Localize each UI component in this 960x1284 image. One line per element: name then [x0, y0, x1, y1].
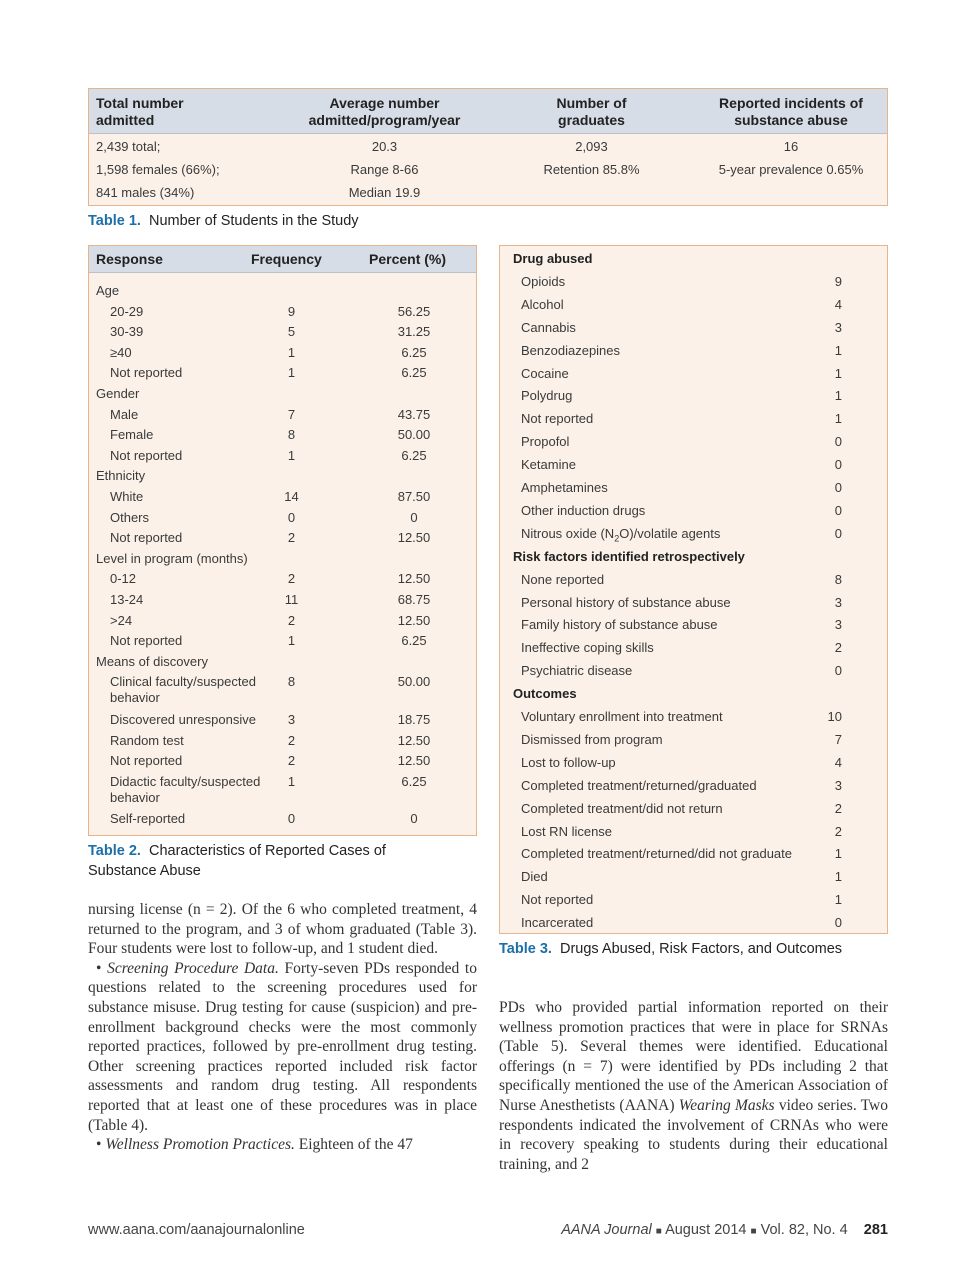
t2-row-frequency: 14	[284, 489, 299, 504]
t3-row-label-text: None reported	[521, 571, 605, 587]
t2-row-percent: 0	[410, 811, 418, 827]
wearing-masks-title: Wearing Masks	[678, 1096, 775, 1114]
table-2-row	[89, 406, 476, 424]
table-3-row	[500, 593, 887, 613]
t3-row-label-text: Nitrous oxide (N	[521, 525, 615, 541]
t2-row-label: Gender	[96, 386, 140, 401]
t3-row-label	[521, 295, 564, 315]
t3-row-value: 0	[834, 434, 842, 450]
t2-row-label: Not reported	[110, 633, 183, 649]
t3-row-label	[521, 753, 616, 773]
t3-row-label-text: Benzodiazepines	[521, 342, 621, 358]
t3-row-label-subscript: 2	[614, 533, 620, 544]
t3-row-label	[521, 318, 576, 338]
table-3-row	[500, 890, 887, 910]
t3-section-label: Risk factors identified retrospectively	[513, 548, 745, 564]
t3-row-value: 1	[834, 411, 842, 427]
t3-row-label	[521, 409, 593, 429]
table-3-section-header	[500, 547, 887, 567]
table-3-row	[500, 661, 887, 681]
table-3-row	[500, 364, 887, 384]
right-column-text	[499, 998, 888, 1174]
t3-row-label-text: Propofol	[521, 434, 570, 450]
table-3-row	[500, 501, 887, 521]
t2-row-frequency: 11	[284, 592, 299, 607]
table-2-row	[89, 488, 476, 506]
table-3-row	[500, 615, 887, 635]
t3-row-label-text: Psychiatric disease	[521, 663, 633, 679]
t3-row-label	[521, 341, 620, 361]
screening-text: Forty-seven PDs responded to questions related to the screening procedures used for substance misuse. Drug testing for cause (suspicion) and pre-enrollment background checks were the most commonly reported practices, followed by pre-enrollment drug testing. Other screening practices reported included risk factor assessments and random drug testing. All respondents reported that at least one of these procedures was in place (Table 4).	[88, 959, 477, 1134]
t3-row-label-tail: O)/volatile agents	[619, 525, 721, 541]
table-3-row	[500, 844, 887, 864]
t2-row-percent: 12.50	[397, 732, 431, 748]
t3-row-label-text: Voluntary enrollment into treatment	[521, 709, 723, 724]
table-2-caption	[88, 841, 477, 881]
table-2-row	[89, 570, 476, 588]
t2-row-frequency: 8	[287, 674, 296, 690]
t3-row-value: 0	[834, 663, 842, 679]
table-3-row	[500, 730, 887, 750]
t2-row-label: Clinical faculty/suspected	[110, 674, 256, 690]
t2-row-label: Self-reported	[110, 811, 186, 827]
footer-issue-date: August 2014	[665, 1222, 747, 1238]
table-2-row	[89, 447, 476, 465]
t3-row-label	[521, 730, 663, 750]
table-3-row	[500, 295, 887, 315]
t3-row-value: 7	[834, 731, 842, 747]
t3-row-label	[521, 867, 548, 887]
right-text-2: video series. Two respondents indicated the involvement of CRNAs who were in recovery speaking to students during their educational training, and 2	[499, 1096, 888, 1173]
table-2-row	[89, 344, 476, 362]
left-column-text	[88, 900, 477, 1155]
t3-row-label	[521, 707, 723, 727]
t3-row-label-text: Dismissed from program	[521, 731, 663, 747]
t2-row-frequency: 2	[287, 753, 296, 769]
t3-row-value: 10	[827, 709, 842, 724]
table-1-caption	[88, 211, 359, 231]
t3-row-label-text: Polydrug	[521, 388, 573, 404]
table-2-row	[89, 509, 476, 527]
t2-row-label: Not reported	[110, 753, 183, 769]
t3-row-value: 9	[834, 273, 842, 289]
t1-cell: 1,598 females (66%);	[96, 162, 220, 177]
t3-row-label-text: Cocaine	[521, 365, 569, 381]
table-2-header	[89, 246, 476, 273]
t3-row-label-text: Amphetamines	[521, 480, 608, 495]
table-2-row	[89, 426, 476, 444]
t2-row-percent: 12.50	[397, 612, 431, 628]
t3-row-label	[521, 638, 654, 658]
table-3-row	[500, 867, 887, 887]
t2-row-label: Random test	[110, 732, 184, 748]
t2-row-frequency: 2	[287, 571, 296, 587]
t2-row-label: Didactic faculty/suspected	[110, 773, 261, 789]
t1-header-col4: Reported incidents of substance abuse	[719, 95, 863, 128]
table-1-header	[89, 89, 887, 134]
t1-cell: Retention 85.8%	[543, 162, 640, 177]
footer-separator-icon: ■	[750, 1226, 757, 1237]
t2-row-frequency: 1	[287, 344, 296, 360]
t3-row-value: 0	[834, 915, 842, 931]
t2-row-frequency: 8	[287, 427, 296, 443]
t3-row-label-text: Ketamine	[521, 457, 576, 473]
table-3-row	[500, 409, 887, 429]
t2-row-percent: 6.25	[401, 773, 427, 789]
t3-row-label	[521, 890, 593, 910]
table-1-caption-label: Table 1.	[88, 213, 141, 229]
t2-header-frequency: Frequency	[251, 251, 322, 267]
t3-row-label-text: Other induction drugs	[521, 502, 646, 518]
t2-row-frequency: 0	[287, 509, 296, 525]
table-1-caption-text: Number of Students in the Study	[148, 213, 359, 229]
t3-section-label: Drug abused	[513, 251, 593, 266]
right-paragraph-1	[499, 998, 888, 1174]
t3-row-label-text: Lost RN license	[521, 823, 613, 839]
page-number: 281	[863, 1222, 888, 1238]
footer-volume: Vol. 82, No. 4	[760, 1222, 848, 1238]
t1-header-col2: Average number admitted/program/year	[308, 95, 461, 128]
t3-row-label	[521, 432, 569, 452]
table-2-row	[89, 673, 476, 706]
table-2-row	[89, 810, 476, 828]
table-3-caption-text: Drugs Abused, Risk Factors, and Outcomes	[559, 941, 843, 957]
t3-row-value: 2	[834, 823, 842, 839]
table-3	[499, 245, 888, 934]
table-3-row	[500, 707, 887, 727]
t2-row-label: Not reported	[110, 365, 183, 381]
table-2-row	[89, 711, 476, 729]
table-2-caption-text-line2: Substance Abuse	[88, 863, 201, 879]
t2-row-frequency: 9	[287, 303, 296, 319]
t3-row-label-text: Cannabis	[521, 319, 576, 335]
t2-row-percent: 12.50	[397, 571, 431, 587]
table-3-row	[500, 318, 887, 338]
t3-row-label-text: Opioids	[521, 273, 566, 289]
t2-row-label: Not reported	[110, 447, 183, 463]
t3-row-label	[521, 799, 723, 819]
t2-row-percent: 6.25	[401, 633, 427, 649]
t3-row-value: 1	[834, 869, 842, 885]
t3-row-value: 0	[834, 525, 842, 541]
t3-row-label	[521, 822, 612, 842]
t2-row-frequency: 2	[287, 530, 296, 546]
t2-row-percent: 50.00	[397, 427, 431, 443]
t3-row-label-text: Personal history of substance abuse	[521, 594, 731, 610]
table-3-row	[500, 913, 887, 933]
table-2-row	[89, 591, 476, 609]
t3-row-label-text: Lost to follow-up	[521, 754, 616, 770]
footer-journal: AANA Journal	[561, 1222, 652, 1238]
t1-cell: 2,093	[575, 139, 608, 154]
t2-row-percent: 87.50	[397, 489, 431, 504]
table-2-row	[89, 732, 476, 750]
t2-row-label: Level in program (months)	[96, 550, 248, 566]
t2-row-frequency: 1	[287, 447, 296, 463]
t3-row-value: 3	[834, 319, 842, 335]
t2-row-label-cont: behavior	[110, 690, 160, 706]
t2-row-percent: 43.75	[397, 406, 431, 422]
table-3-row	[500, 478, 887, 498]
t2-row-label: Means of discovery	[96, 653, 208, 669]
table-2-row	[89, 773, 476, 805]
table-2-row	[89, 323, 476, 341]
t3-row-label	[521, 913, 593, 933]
t3-row-value: 2	[834, 800, 842, 816]
t2-row-label: Not reported	[110, 530, 183, 546]
t3-row-label	[521, 661, 632, 681]
t3-row-label	[521, 570, 604, 590]
table-3-row	[500, 822, 887, 842]
t2-row-frequency: 1	[287, 633, 296, 649]
t3-row-label-text: Incarcerated	[521, 915, 594, 931]
t2-row-percent: 50.00	[397, 674, 431, 690]
t2-row-label: Discovered unresponsive	[110, 711, 256, 727]
table-2-row	[89, 752, 476, 770]
t2-row-frequency: 7	[287, 406, 296, 422]
t1-cell: 2,439 total;	[96, 139, 161, 154]
t3-row-value: 3	[834, 594, 842, 610]
t3-row-value: 1	[834, 342, 842, 358]
t3-row-label-text: Completed treatment/returned/graduated	[521, 777, 757, 793]
t1-cell: 5-year prevalence 0.65%	[718, 162, 864, 177]
t3-row-value: 2	[834, 640, 842, 656]
t1-cell: 16	[783, 139, 799, 154]
footer-url[interactable]: www.aana.com/aanajournalonline	[88, 1222, 305, 1238]
t3-row-label-text: Not reported	[521, 892, 594, 908]
table-3-row	[500, 386, 887, 406]
table-2-row	[89, 550, 476, 568]
wellness-heading: Wellness Promotion Practices.	[105, 1136, 295, 1154]
table-3-row	[500, 524, 887, 544]
table-3-row	[500, 455, 887, 475]
table-1	[88, 88, 888, 206]
t2-row-frequency: 1	[287, 365, 296, 381]
t1-cell: 841 males (34%)	[96, 185, 195, 200]
table-2-row	[89, 529, 476, 547]
t2-row-label: Female	[110, 427, 154, 443]
t3-row-value: 1	[834, 365, 842, 381]
t1-header-col1: Total number admitted	[96, 95, 184, 128]
t2-row-label: White	[110, 489, 144, 504]
t2-row-label: 0-12	[110, 571, 137, 587]
wellness-text: Eighteen of the 47	[294, 1136, 413, 1154]
t2-row-percent: 12.50	[397, 753, 431, 769]
table-3-row	[500, 776, 887, 796]
table-3-row	[500, 799, 887, 819]
table-3-row	[500, 341, 887, 361]
t3-row-label	[521, 615, 718, 635]
t1-cell: 20.3	[371, 139, 398, 154]
t2-header-response: Response	[96, 251, 163, 267]
table-3-row	[500, 638, 887, 658]
t3-row-label-text: Ineffective coping skills	[521, 640, 654, 656]
t3-row-label-text: Alcohol	[521, 296, 564, 312]
table-3-row	[500, 570, 887, 590]
right-text-1: PDs who provided partial information reported on their wellness promotion practices that were in place for SRNAs (Table 5). Several themes were identified. Educational offerings (n = 7) were identified by PDs including 2 that specifically mentioned the use of the American Association of Nurse Anesthetists (AANA)	[499, 999, 888, 1114]
t2-row-label: 20-29	[110, 303, 144, 319]
footer-separator-icon: ■	[655, 1226, 662, 1237]
t2-row-percent: 12.50	[397, 530, 431, 546]
table-2-row	[89, 612, 476, 630]
t2-row-percent: 6.25	[401, 344, 427, 360]
t3-row-value: 4	[834, 754, 842, 770]
t1-header-col3: Number of graduates	[556, 95, 627, 128]
t3-row-value: 0	[834, 502, 842, 518]
t2-row-percent: 18.75	[397, 711, 431, 727]
t3-row-label	[521, 386, 572, 406]
t3-row-label	[521, 501, 645, 521]
table-3-caption-label: Table 3.	[499, 941, 552, 957]
t2-row-label-cont: behavior	[110, 789, 160, 805]
table-3-row	[500, 432, 887, 452]
t2-header-percent: Percent (%)	[369, 251, 447, 267]
table-2-caption-label: Table 2.	[88, 843, 141, 859]
t2-row-percent: 0	[410, 509, 418, 525]
left-paragraph-3: • Wellness Promotion Practices. Eighteen of the 47	[96, 1136, 413, 1154]
t3-row-value: 0	[834, 480, 842, 495]
footer-citation	[561, 1222, 888, 1238]
t3-row-value: 0	[834, 457, 842, 473]
t1-cell: Range 8-66	[350, 162, 419, 177]
t3-row-value: 1	[834, 892, 842, 908]
table-3-row	[500, 272, 887, 292]
t2-row-percent: 6.25	[401, 365, 427, 381]
t3-row-label	[521, 524, 720, 549]
table-2-row	[89, 364, 476, 382]
t2-row-label: 30-39	[110, 324, 144, 340]
t2-row-frequency: 2	[287, 612, 296, 628]
left-paragraph-2: • Screening Procedure Data. Forty-seven PDs responded to questions related to the screening procedures used for substance misuse. Drug testing for cause (suspicion) and pre-enrollment background checks were the most commonly reported practices, followed by pre-enrollment drug testing. Other screening practices reported included risk factor assessments and random drug testing. All respondents reported that at least one of these procedures was in place (Table 4).	[88, 959, 477, 1134]
table-2-row	[89, 653, 476, 671]
table-2-row	[89, 467, 476, 485]
table-2	[88, 245, 477, 836]
t3-row-label-text: Died	[521, 869, 548, 885]
t3-row-label	[521, 455, 576, 475]
t2-row-percent: 68.75	[397, 592, 431, 607]
t3-row-label	[521, 364, 569, 384]
t3-row-label	[521, 272, 565, 292]
t3-section-label: Outcomes	[513, 686, 577, 702]
t2-row-percent: 56.25	[397, 303, 431, 319]
t3-row-label	[521, 593, 731, 613]
t2-row-frequency: 2	[287, 732, 296, 748]
t3-row-value: 1	[834, 846, 842, 862]
t2-row-label: Age	[96, 283, 120, 298]
t3-row-label-text: Not reported	[521, 411, 594, 427]
t3-row-value: 1	[834, 388, 842, 404]
t3-row-value: 8	[834, 571, 842, 587]
screening-heading: Screening Procedure Data.	[107, 959, 279, 977]
left-paragraph-1: nursing license (n = 2). Of the 6 who completed treatment, 4 returned to the program, and 3 of whom graduated (Table 3). Four students were lost to follow-up, and 1 student died.	[88, 901, 477, 958]
table-2-row	[89, 303, 476, 321]
table-3-caption	[499, 939, 842, 959]
t3-row-label	[521, 776, 757, 796]
t3-row-label-text: Completed treatment/did not return	[521, 800, 723, 816]
t2-row-label: >24	[110, 612, 133, 628]
t2-row-frequency: 5	[287, 324, 296, 340]
t2-row-percent: 31.25	[397, 324, 431, 340]
t2-row-label: Ethnicity	[96, 468, 146, 484]
t2-row-percent: 6.25	[401, 447, 427, 463]
t2-row-frequency: 0	[287, 811, 296, 827]
t2-row-label: 13-24	[110, 592, 144, 607]
t3-row-label	[521, 478, 608, 498]
t3-row-value: 3	[834, 777, 842, 793]
t3-row-label-text: Completed treatment/returned/did not graduate	[521, 846, 793, 862]
t3-row-value: 4	[834, 296, 842, 312]
t2-row-label: ≥40	[110, 344, 132, 360]
table-2-row	[89, 632, 476, 650]
t3-row-label-text: Family history of substance abuse	[521, 617, 718, 633]
t1-cell: Median 19.9	[348, 185, 421, 200]
table-2-caption-text: Characteristics of Reported Cases of	[148, 843, 386, 859]
table-3-row	[500, 753, 887, 773]
table-2-row	[89, 385, 476, 403]
t2-row-label: Male	[110, 406, 139, 422]
t2-row-label: Others	[110, 509, 150, 525]
t3-row-label	[521, 844, 792, 864]
t2-row-frequency: 3	[287, 711, 296, 727]
table-2-row	[89, 282, 476, 300]
t2-row-frequency: 1	[287, 773, 296, 789]
table-3-section-header	[500, 684, 887, 704]
t3-row-value: 3	[834, 617, 842, 633]
table-3-section-header	[500, 249, 887, 269]
